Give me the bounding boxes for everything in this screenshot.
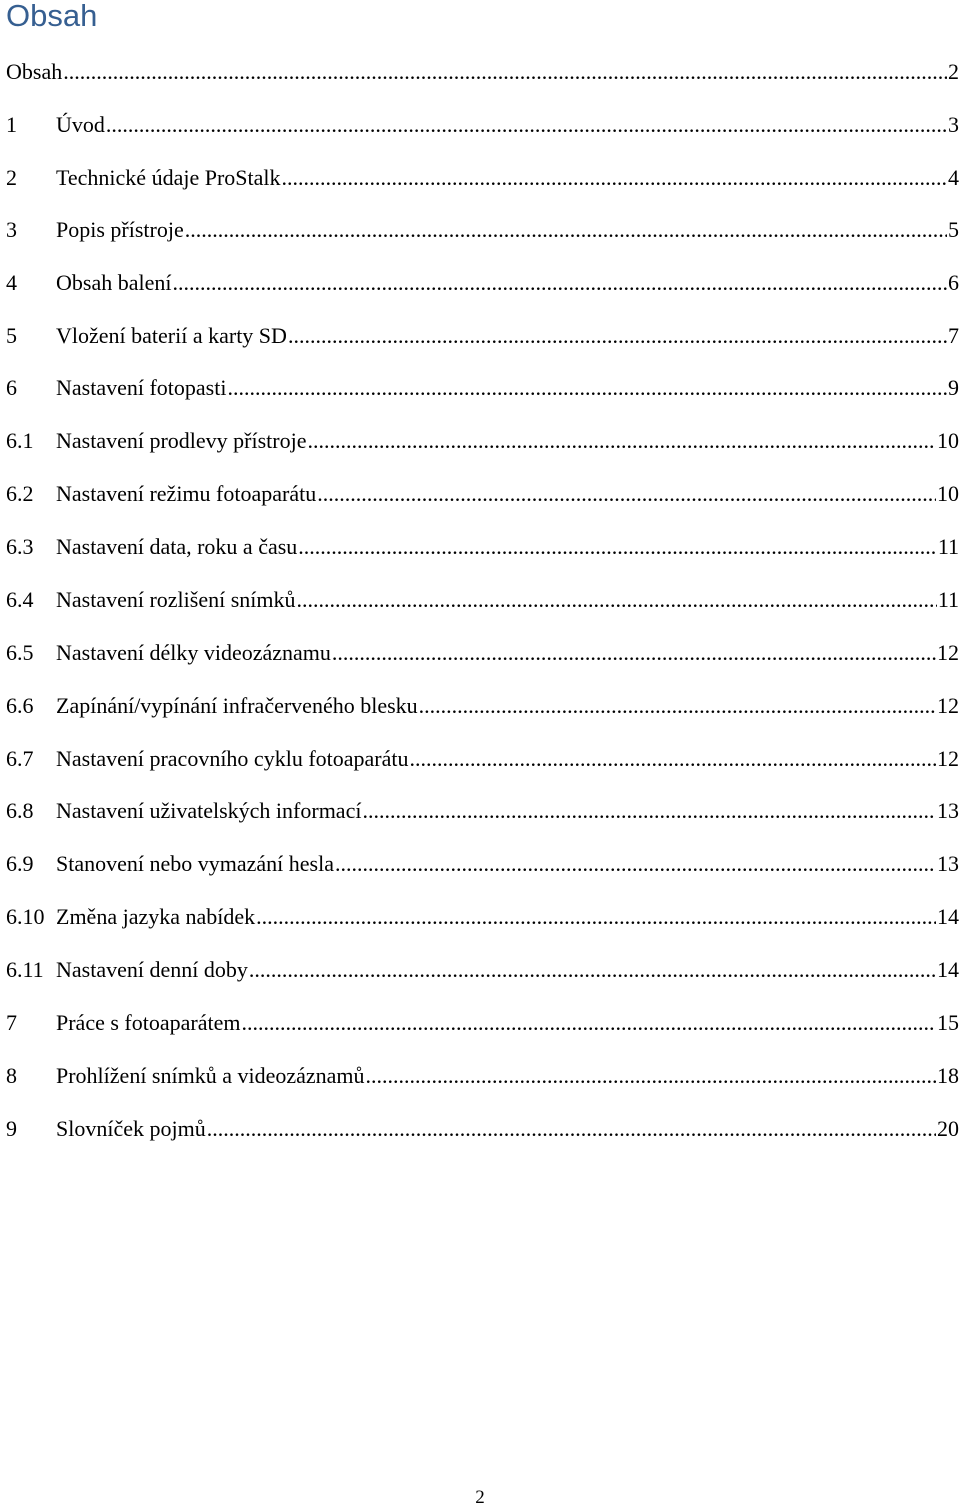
toc-entry-9[interactable]	[6, 1111, 959, 1147]
toc-entry-page: 18	[937, 1063, 959, 1088]
toc-entry-page: 7	[948, 323, 959, 348]
toc-entry-title: Prohlížení snímků a videozáznamů	[56, 1063, 365, 1088]
toc-dot-leader	[207, 1111, 936, 1147]
toc-dot-leader	[366, 1058, 936, 1094]
toc-entry-page: 15	[937, 1010, 959, 1035]
toc-entry-page: 14	[937, 957, 959, 982]
toc-entry-5[interactable]	[6, 318, 959, 354]
toc-entry-title: Nastavení denní doby	[56, 957, 248, 982]
toc-dot-leader	[185, 212, 947, 248]
toc-entry-number: 6	[6, 375, 17, 400]
toc-entry-number: 6.9	[6, 851, 34, 876]
toc-entry-title: Nastavení režimu fotoaparátu	[56, 481, 317, 506]
toc-entry-page: 12	[937, 746, 959, 771]
toc-entry-title: Nastavení délky videozáznamu	[56, 640, 331, 665]
toc-entry-number: 6.3	[6, 534, 34, 559]
toc-entry-title: Obsah	[6, 59, 63, 84]
toc-entry-4[interactable]	[6, 265, 959, 301]
toc-entry-number: 6.1	[6, 428, 34, 453]
toc-dot-leader	[362, 793, 936, 829]
toc-entry-page: 2	[948, 59, 959, 84]
toc-entry-6-10[interactable]	[6, 899, 959, 935]
toc-entry-title: Úvod	[56, 112, 105, 137]
toc-entry-title: Popis přístroje	[56, 217, 184, 242]
toc-entry-number: 3	[6, 217, 17, 242]
toc-entry-title: Nastavení data, roku a času	[56, 534, 298, 559]
toc-entry-number: 5	[6, 323, 17, 348]
toc-entry-page: 11	[937, 534, 959, 559]
toc-dot-leader	[297, 582, 937, 618]
toc-entry-title: Práce s fotoaparátem	[56, 1010, 241, 1035]
toc-entry-title: Změna jazyka nabídek	[56, 904, 256, 929]
toc-entry-title: Zapínání/vypínání infračerveného blesku	[56, 693, 418, 718]
toc-dot-leader	[317, 476, 936, 512]
toc-dot-leader	[419, 688, 936, 724]
toc-entry-title: Nastavení uživatelských informací	[56, 798, 362, 823]
toc-dot-leader	[298, 529, 937, 565]
toc-entry-title: Nastavení pracovního cyklu fotoaparátu	[56, 746, 409, 771]
toc-entry-number: 6.10	[6, 904, 45, 929]
toc-dot-leader	[332, 635, 936, 671]
toc-entry-title: Technické údaje ProStalk	[56, 165, 281, 190]
toc-entry-1[interactable]	[6, 107, 959, 143]
toc-entry-3[interactable]	[6, 212, 959, 248]
toc-entry-6-4[interactable]	[6, 582, 959, 618]
toc-dot-leader	[256, 899, 936, 935]
toc-entry-title: Vložení baterií a karty SD	[56, 323, 287, 348]
toc-entry-page: 10	[937, 428, 959, 453]
toc-entry-6-1[interactable]	[6, 423, 959, 459]
toc-dot-leader	[172, 265, 947, 301]
toc-entry-page: 10	[937, 481, 959, 506]
toc-entry-title: Nastavení fotopasti	[56, 375, 227, 400]
toc-entry-page: 6	[948, 270, 959, 295]
toc-entry-obsah[interactable]	[6, 54, 959, 90]
toc-entry-title: Stanovení nebo vymazání hesla	[56, 851, 334, 876]
toc-dot-leader	[227, 370, 947, 406]
toc-entry-number: 6.7	[6, 746, 34, 771]
toc-entry-number: 7	[6, 1010, 17, 1035]
toc-entry-page: 3	[948, 112, 959, 137]
toc-entry-6-8[interactable]	[6, 793, 959, 829]
toc-entry-page: 12	[937, 640, 959, 665]
toc-entry-title: Nastavení prodlevy přístroje	[56, 428, 307, 453]
toc-entry-number: 6.11	[6, 957, 44, 982]
toc-dot-leader	[241, 1005, 936, 1041]
toc-entry-number: 6.4	[6, 587, 34, 612]
toc-dot-leader	[288, 318, 947, 354]
toc-entry-number: 6.5	[6, 640, 34, 665]
toc-entry-6-5[interactable]	[6, 635, 959, 671]
toc-entry-6-3[interactable]	[6, 529, 959, 565]
toc-entry-title: Obsah balení	[56, 270, 172, 295]
toc-entry-number: 6.2	[6, 481, 34, 506]
toc-entry-page: 11	[937, 587, 959, 612]
toc-entry-page: 13	[937, 798, 959, 823]
toc-entry-page: 9	[948, 375, 959, 400]
toc-dot-leader	[106, 107, 947, 143]
toc-dot-leader	[249, 952, 936, 988]
toc-entry-page: 5	[948, 217, 959, 242]
toc-entry-number: 2	[6, 165, 17, 190]
toc-entry-number: 6.6	[6, 693, 34, 718]
toc-dot-leader	[63, 54, 947, 90]
toc-entry-page: 4	[948, 165, 959, 190]
toc-entry-7[interactable]	[6, 1005, 959, 1041]
toc-entry-title: Nastavení rozlišení snímků	[56, 587, 296, 612]
toc-entry-number: 9	[6, 1116, 17, 1141]
toc-dot-leader	[282, 160, 947, 196]
toc-entry-page: 13	[937, 851, 959, 876]
toc-dot-leader	[335, 846, 936, 882]
page-number: 2	[475, 1487, 485, 1508]
toc-dot-leader	[409, 741, 936, 777]
toc-entry-page: 20	[937, 1116, 959, 1141]
toc-entry-title: Slovníček pojmů	[56, 1116, 206, 1141]
toc-entry-6-7[interactable]	[6, 741, 959, 777]
toc-entry-number: 4	[6, 270, 17, 295]
page-title: Obsah	[6, 0, 98, 33]
toc-dot-leader	[308, 423, 937, 459]
toc-entry-6-9[interactable]	[6, 846, 959, 882]
toc-entry-page: 14	[937, 904, 959, 929]
toc-entry-6[interactable]	[6, 370, 959, 406]
toc-entry-2[interactable]	[6, 160, 959, 196]
toc-entry-6-2[interactable]	[6, 476, 959, 512]
toc-entry-6-11[interactable]	[6, 952, 959, 988]
toc-entry-6-6[interactable]	[6, 688, 959, 724]
toc-entry-number: 8	[6, 1063, 17, 1088]
toc-entry-number: 1	[6, 112, 17, 137]
toc-entry-page: 12	[937, 693, 959, 718]
toc-entry-8[interactable]	[6, 1058, 959, 1094]
toc-entry-number: 6.8	[6, 798, 34, 823]
